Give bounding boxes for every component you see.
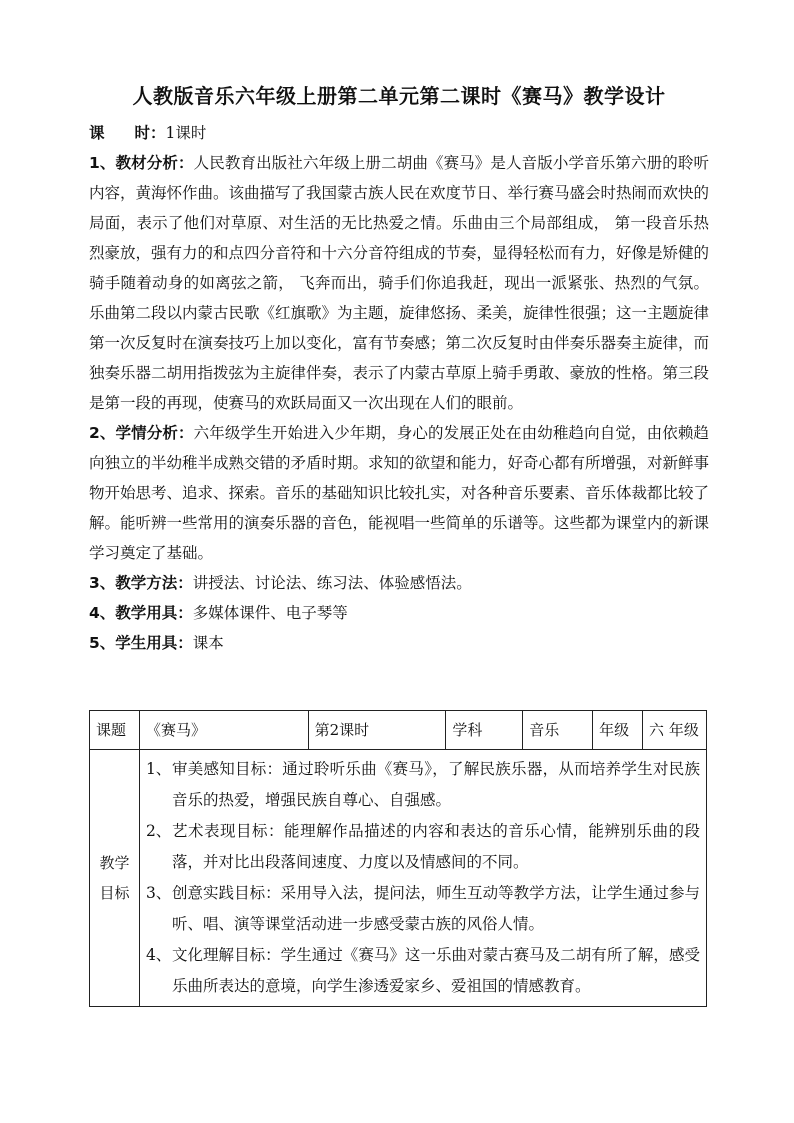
table-header-row	[90, 711, 707, 750]
section-text: 人民教育出版社六年级上册二胡曲《赛马》是人音版小学音乐第六册的聆听内容，黄海怀作曲。该曲描写了我国蒙古族人民在欢度节日、举行赛马盛会时热闹而欢快的局面，表示了他们对草原、对生活的无比热爱之情。乐曲由三个局部组成， 第一段音乐热烈豪放，强有力的和点四分音符和十六分音符组成的节奏，显得轻松而有力，好像是矫健的骑手随着动身的如离弦之箭， 飞奔而出，骑手们你追我赶，现出一派紧张、热烈的气氛。乐曲第二段以内蒙古民歌《红旗歌》为主题，旋律悠扬、柔美，旋律性很强；这一主题旋律 第一次反复时在演奏技巧上加以变化，富有节奏感；第二次反复时由伴奏乐器奏主旋律，而独奏乐器二胡用指拨弦为主旋律伴奏，表示了内蒙古草原上骑手勇敢、豪放的性格。第三段是第一段的再现，使赛马的欢跃局面又一次出现在人们的眼前。	[89, 154, 710, 412]
goal-text: 文化理解目标：学生通过《赛马》这一乐曲对蒙古赛马及二胡有所了解，感受乐曲所表达的意境，向学生渗透爱家乡、爱祖国的情感教育。	[171, 946, 700, 995]
class-hours-line	[89, 118, 709, 148]
goal-number: 3、	[145, 884, 172, 902]
goals-label-cell: 教学目标	[90, 750, 140, 1007]
goal-item	[146, 878, 700, 940]
subject-value-cell: 音乐	[523, 711, 593, 750]
goal-item	[146, 754, 700, 816]
teaching-goals-row	[90, 750, 707, 1007]
section-text: 多媒体课件、电子琴等	[192, 604, 348, 622]
section-text: 讲授法、讨论法、练习法、体验感悟法。	[192, 574, 472, 592]
section-text: 六年级学生开始进入少年期，身心的发展正处在由幼稚趋向自觉，由依赖趋向独立的半幼稚半成熟交错的矛盾时期。求知的欲望和能力，好奇心都有所增强，对新鲜事物开始思考、追求、探索。音乐的基础知识比较扎实，对各种音乐要素、音乐体裁都比较了解。能听辨一些常用的演奏乐器的音色，能视唱一些简单的乐谱等。这些都为课堂内的新课学习奠定了基础。	[89, 424, 710, 562]
goal-item	[146, 940, 700, 1002]
goal-number: 2、	[145, 822, 172, 840]
goal-number: 4、	[145, 946, 172, 964]
goal-item	[146, 816, 700, 878]
goal-number: 1、	[145, 760, 172, 778]
section-label: 3、教学方法：	[89, 574, 193, 592]
topic-label-cell: 课题	[90, 711, 140, 750]
section-student-tools	[89, 628, 709, 658]
class-hours-label-b: 时：	[134, 124, 166, 142]
section-label: 2、学情分析：	[89, 424, 194, 442]
lesson-table	[89, 710, 707, 1007]
class-hours-label-a: 课	[89, 124, 105, 142]
grade-value-cell: 六 年级	[643, 711, 707, 750]
goal-text: 创意实践目标：采用导入法，提问法，师生互动等教学方法，让学生通过参与听、唱、演等课堂活动进一步感受蒙古族的风俗人情。	[171, 884, 700, 933]
page-title: 人教版音乐六年级上册第二单元第二课时《赛马》教学设计	[132, 84, 666, 108]
class-hours-value: 1课时	[165, 124, 207, 142]
section-teaching-tools	[89, 598, 709, 628]
goal-text: 审美感知目标：通过聆听乐曲《赛马》，了解民族乐器，从而培养学生对民族音乐的热爱，增强民族自尊心、自强感。	[171, 760, 700, 809]
section-text: 课本	[192, 634, 224, 652]
subject-label-cell: 学科	[446, 711, 523, 750]
section-student-analysis	[89, 418, 709, 568]
section-label: 5、学生用具：	[89, 634, 193, 652]
document-body	[89, 80, 709, 658]
topic-value-cell: 《赛马》	[139, 711, 308, 750]
section-textbook-analysis	[89, 148, 709, 418]
section-label: 4、教学用具：	[89, 604, 193, 622]
grade-label-cell: 年级	[593, 711, 643, 750]
section-teaching-methods	[89, 568, 709, 598]
goals-content-cell	[139, 750, 706, 1007]
goal-text: 艺术表现目标：能理解作品描述的内容和表达的音乐心情，能辨别乐曲的段落，并对比出段落间速度、力度以及情感间的不同。	[171, 822, 700, 871]
lesson-number-cell: 第2课时	[308, 711, 446, 750]
section-label: 1、教材分析：	[89, 154, 194, 172]
